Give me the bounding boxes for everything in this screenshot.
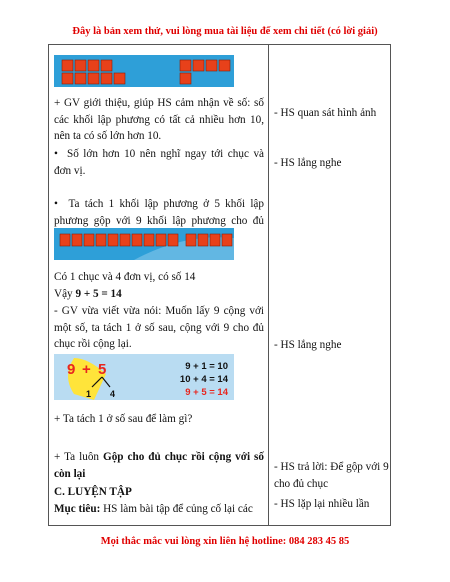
student-response-5: - HS lặp lại nhiều lần [274, 498, 370, 510]
equation-2: 10 + 4 = 14 [179, 374, 228, 385]
student-response-2: - HS lắng nghe [274, 157, 342, 169]
cubes-image-1 [54, 55, 234, 87]
cubes-image-2 [54, 228, 234, 260]
bullet-1: • Số lớn hơn 10 nên nghĩ ngay tới chục và đơn vị. [54, 148, 264, 177]
preview-banner: Đây là bản xem thử, vui lòng mua tài liệu để xem chi tiết (có lời giải) [72, 26, 378, 37]
question-text: + Ta tách 1 ở số sau để làm gì? [54, 413, 193, 425]
student-response-1: - HS quan sát hình ảnh [274, 107, 377, 119]
big-plus: + [82, 361, 91, 378]
rule-text: + Ta luôn Gộp cho đủ chục rồi cộng với số còn lại [54, 451, 264, 480]
teacher-explanation: - GV vừa viết vừa nói: Muốn lấy 9 cộng với một số, ta tách 1 ở số sau, cộng với 9 cho đủ chục rồi cộng lại. [54, 305, 264, 350]
intro-paragraph: + GV giới thiệu, giúp HS cảm nhận về số: số các khối lập phương có tất cả nhiều hơn 10, nên ta có số lớn hơn 10. [54, 97, 264, 142]
bullet-dot: • [54, 198, 69, 210]
tens-units-text: Có 1 chục và 4 đơn vị, có số 14 [54, 271, 196, 283]
big-five: 5 [98, 361, 107, 378]
section-heading: C. LUYỆN TẬP [54, 486, 132, 498]
bullet-2: • Ta tách 1 khối lập phương ở 5 khối lập phương gộp với 9 khối lập phương cho đủ [54, 198, 264, 227]
goal-line: Mục tiêu: HS làm bài tập để củng cố lại các [54, 503, 253, 515]
column-divider [268, 45, 269, 525]
equation-figure [54, 354, 234, 400]
student-response-4: - HS trả lời: Để gộp với 9 cho đủ chục [274, 461, 389, 490]
lesson-table [48, 44, 391, 526]
equation-1: 9 + 1 = 10 [185, 361, 228, 372]
equation-3: 9 + 5 = 14 [185, 387, 228, 398]
big-nine: 9 [67, 361, 76, 378]
result-line: Vậy 9 + 5 = 14 [54, 288, 122, 300]
split-four: 4 [110, 389, 116, 399]
split-one: 1 [86, 389, 92, 399]
hotline-banner: Mọi thắc mắc vui lòng xin liên hệ hotline: 084 283 45 85 [100, 536, 350, 547]
student-response-3: - HS lắng nghe [274, 339, 342, 351]
bullet-dot: • [54, 148, 67, 160]
